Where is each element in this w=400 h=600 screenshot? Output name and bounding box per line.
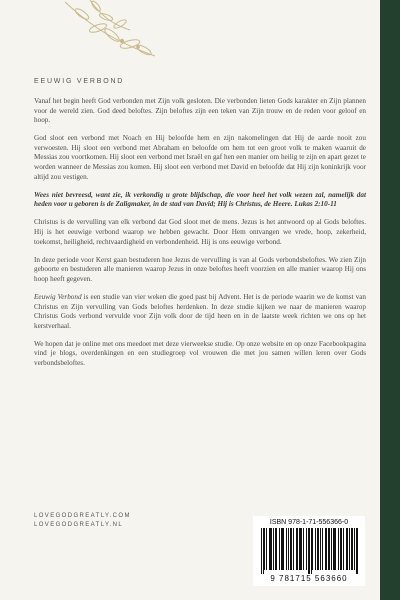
barcode-bar bbox=[318, 528, 319, 570]
barcode-bar bbox=[354, 528, 355, 570]
barcode-bar bbox=[276, 528, 277, 570]
barcode-bar bbox=[312, 528, 313, 570]
barcode-bar bbox=[306, 528, 307, 570]
barcode-bar bbox=[291, 528, 292, 570]
barcode-bar bbox=[282, 528, 283, 570]
intro-paragraph: Vanaf het begin heeft God verbonden met Zijn volk gesloten. Die verbonden lieten Gods karakter en Zijn plannen voor de wereld zien. God deed beloftes. Zijn beloftes zijn een teken van Zijn trouw en de reden voor geloof en hoop. bbox=[34, 97, 366, 125]
barcode-bar bbox=[293, 528, 294, 570]
barcode-bar bbox=[308, 528, 309, 574]
barcode-bar bbox=[263, 528, 264, 574]
barcode-bar bbox=[261, 528, 262, 574]
barcode-bar bbox=[303, 528, 304, 570]
barcode-bar bbox=[328, 528, 329, 570]
barcode-bar bbox=[279, 528, 280, 570]
back-cover-text bbox=[34, 78, 366, 377]
barcode-bar bbox=[290, 528, 291, 570]
barcode-bar bbox=[296, 528, 297, 570]
barcode-bar bbox=[352, 528, 353, 570]
barcode-bar bbox=[270, 528, 271, 570]
barcode-bar bbox=[273, 528, 274, 570]
barcode-bar bbox=[269, 528, 270, 570]
christ-paragraph: Christus is de vervulling van elk verbond dat God sloot met de mens. Jezus is het antwoord op al Gods beloftes. Hij is het eeuwige verbond waarop we hebben gewacht. Door Hem ontvangen we vrede, hoop, zekerheid, toekomst, heiligheid, rechtvaardigheid en verbondenheid. Hij is ons eeuwige verbond. bbox=[34, 218, 366, 246]
invite-paragraph: We hopen dat je online met ons meedoet met deze vierweekse studie. Op onze website en op onze Facebookpagina vind je blogs, overdenkingen en een studiegroep vol vrouwen die met jou samen willen leren over Gods verbondsbeloftes. bbox=[34, 339, 366, 368]
barcode-bar bbox=[356, 528, 357, 574]
barcode-bar bbox=[335, 528, 336, 570]
barcode-bar bbox=[311, 528, 312, 574]
barcode-bar bbox=[357, 528, 358, 574]
barcode-bar bbox=[299, 528, 300, 570]
barcode-bar bbox=[351, 528, 352, 570]
website-links bbox=[34, 512, 131, 530]
barcode-bar bbox=[341, 528, 342, 570]
christmas-paragraph: In deze periode voor Kerst gaan bestuderen hoe Jezus de vervulling is van al Gods verbondsbeloftes. We zien Zijn geboorte en bestuderen alle manieren waarop Jezus in onze beloftes heeft voorzien en alle manier waarop Hij ons hoop heeft gegeven. bbox=[34, 255, 366, 283]
barcode-bar bbox=[301, 528, 302, 570]
website-link-com[interactable]: LOVEGODGREATLY.COM bbox=[34, 513, 131, 519]
study-paragraph-text: is een studie van vier weken die goed past bij Advent. Het is de periode waarin we de komst van Christus en Zijn vervulling van Gods beloftes herdenken. In deze studie kijken we naar de manieren waarop Christus Gods verbond vervulde voor Zijn volk door de tijd heen en in de laatste week richten we ons op het kerstverhaal. bbox=[34, 293, 366, 330]
olive-branch-icon bbox=[60, 0, 170, 60]
barcode-bar bbox=[331, 528, 332, 570]
barcode-digits: 9 781715 563660 bbox=[270, 574, 348, 583]
barcode-bar bbox=[322, 528, 323, 570]
barcode-bar bbox=[326, 528, 327, 570]
bible-verse: Wees niet bevreesd, want zie, ik verkondig u grote blijdschap, die voor heel het volk wezen zal, namelijk dat heden voor u geboren is de Zaligmaker, in de stad van David; Hij is Christus, de Heere. Lukas 2:10-11 bbox=[34, 190, 366, 209]
barcode-bar bbox=[340, 528, 341, 570]
covenants-paragraph: God sloot een verbond met Noach en Hij beloofde hem en zijn nakomelingen dat Hij de aarde nooit zou verwoesten. Hij sloot een verbond met Abraham en beloofde om hem tot een groot volk te maken waaruit de Messias zou voortkomen. Hij sloot een verbond met Israël en gaf hen een manier om heilig te zijn en apart gezet te worden wanneer de Messias zou komen. Hij sloot een verbond met David en beloofde dat Hij zijn koninkrijk voor altijd zou vestigen. bbox=[34, 134, 366, 181]
barcode-bar bbox=[281, 528, 282, 570]
barcode-bar bbox=[271, 528, 272, 570]
barcode-bar bbox=[349, 528, 350, 570]
barcode-bar bbox=[338, 528, 339, 570]
barcode-icon bbox=[261, 528, 359, 574]
barcode-bar bbox=[315, 528, 316, 570]
barcode-bar bbox=[334, 528, 335, 570]
barcode-bar bbox=[333, 528, 334, 570]
section-heading: EEUWIG VERBOND bbox=[34, 78, 125, 85]
barcode-bar bbox=[286, 528, 287, 570]
barcode-bar bbox=[346, 528, 347, 570]
barcode-box bbox=[253, 516, 365, 586]
barcode-bar bbox=[297, 528, 298, 570]
barcode-bar bbox=[347, 528, 348, 570]
barcode-bar bbox=[329, 528, 330, 570]
barcode-bar bbox=[288, 528, 289, 570]
barcode-bar bbox=[283, 528, 284, 570]
study-paragraph bbox=[34, 293, 366, 331]
barcode-bar bbox=[317, 528, 318, 570]
barcode-bar bbox=[264, 528, 265, 570]
barcode-bar bbox=[275, 528, 276, 570]
barcode-bar bbox=[325, 528, 326, 570]
website-link-nl[interactable]: LOVEGODGREATLY.NL bbox=[34, 522, 124, 528]
book-title: Eeuwig Verbond bbox=[34, 293, 82, 301]
barcode-bar bbox=[266, 528, 267, 570]
barcode-bar bbox=[320, 528, 321, 570]
barcode-bar bbox=[309, 528, 310, 574]
book-spine bbox=[380, 0, 400, 600]
barcode-bar bbox=[343, 528, 344, 570]
barcode-bar bbox=[300, 528, 301, 570]
isbn-label: ISBN 978-1-71-556366-0 bbox=[269, 519, 349, 526]
